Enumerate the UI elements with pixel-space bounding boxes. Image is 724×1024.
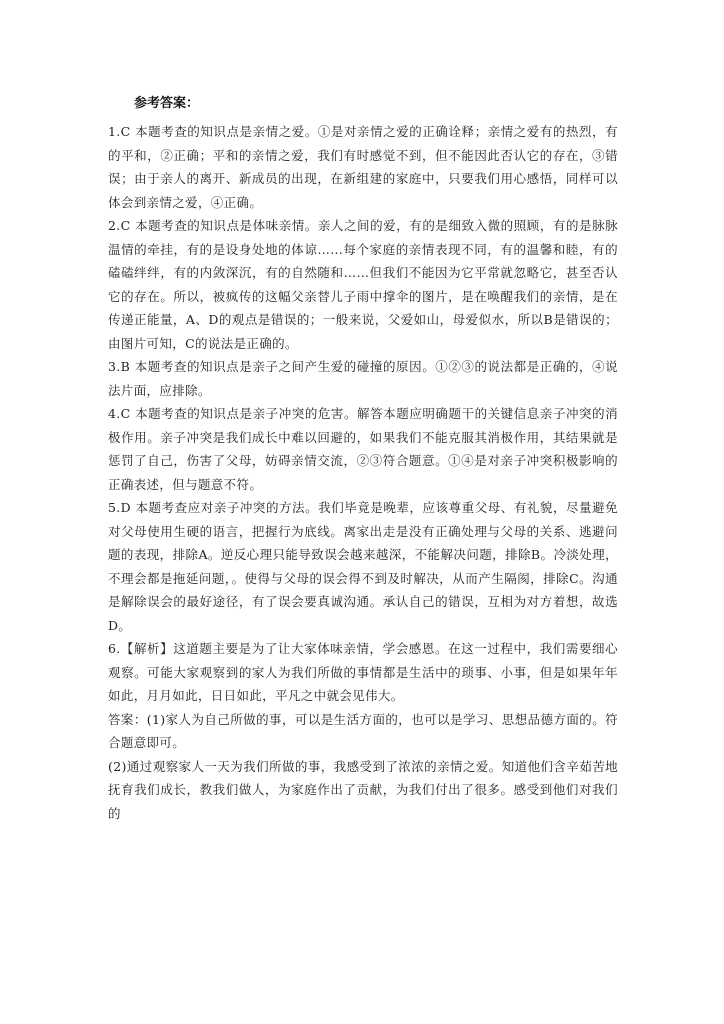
answer-section [108, 94, 618, 825]
answer-item-3: 3.B 本题考查的知识点是亲子之间产生爱的碰撞的原因。①②③的说法都是正确的，④说法片面，应排除。 [108, 359, 618, 398]
answer-item-6-part-2: (2)通过观察家人一天为我们所做的事，我感受到了浓浓的亲情之爱。知道他们含辛茹苦地抚育我们成长，教我们做人，为家庭作出了贡献，为我们付出了很多。感受到他们对我们的 [108, 758, 618, 821]
answer-item-4: 4.C 本题考查的知识点是亲子冲突的危害。解答本题应明确题干的关键信息亲子冲突的消极作用。亲子冲突是我们成长中难以回避的，如果我们不能克服其消极作用，其结果就是惩罚了自己，伤害了父母，妨碍亲情交流，②③符合题意。①④是对亲子冲突积极影响的正确表述，但与题意不符。 [108, 406, 618, 492]
answer-item-6-analysis: 6.【解析】这道题主要是为了让大家体味亲情，学会感恩。在这一过程中，我们需要细心观察。可能大家观察到的家人为我们所做的事情都是生活中的琐事、小事，但是如果年年如此，月月如此，日日如此，平凡之中就会见伟大。 [108, 641, 618, 703]
answer-item-5: 5.D 本题考查应对亲子冲突的方法。我们毕竟是晚辈，应该尊重父母、有礼貌，尽量避免对父母使用生硬的语言，把握行为底线。离家出走是没有正确处理与父母的关系、逃避问题的表现，排除A。逆反心理只能导致误会越来越深，不能解决问题，排除B。冷淡处理，不理会都是拖延问题，。使得与父母的误会得不到及时解决，从而产生隔阂，排除C。沟通是解除误会的最好途径，有了误会要真诚沟通。承认自己的错误，互相为对方着想，故选D。 [108, 500, 618, 633]
answer-heading: 参考答案： [134, 96, 200, 111]
answer-item-6-part-1: 答案：(1)家人为自己所做的事，可以是生活方面的，也可以是学习、思想品德方面的。符合题意即可。 [108, 711, 618, 750]
answer-item-2: 2.C 本题考查的知识点是体味亲情。亲人之间的爱，有的是细致入微的照顾，有的是脉脉温情的牵挂，有的是设身处地的体谅……每个家庭的亲情表现不同，有的温馨和睦，有的磕磕绊绊，有的内敛深沉，有的自然随和……但我们不能因为它平常就忽略它，甚至否认它的存在。所以，被疯传的这幅父亲替儿子雨中撑伞的图片，是在唤醒我们的亲情，是在传递正能量，A、D的观点是错误的；一般来说，父爱如山，母爱似水，所以B是错误的；由图片可知，C的说法是正确的。 [108, 218, 618, 351]
answer-item-1: 1.C 本题考查的知识点是亲情之爱。①是对亲情之爱的正确诠释；亲情之爱有的热烈，有的平和，②正确；平和的亲情之爱，我们有时感觉不到，但不能因此否认它的存在，③错误；由于亲人的离开、新成员的出现，在新组建的家庭中，只要我们用心感悟，同样可以体会到亲情之爱，④正确。 [108, 124, 618, 210]
